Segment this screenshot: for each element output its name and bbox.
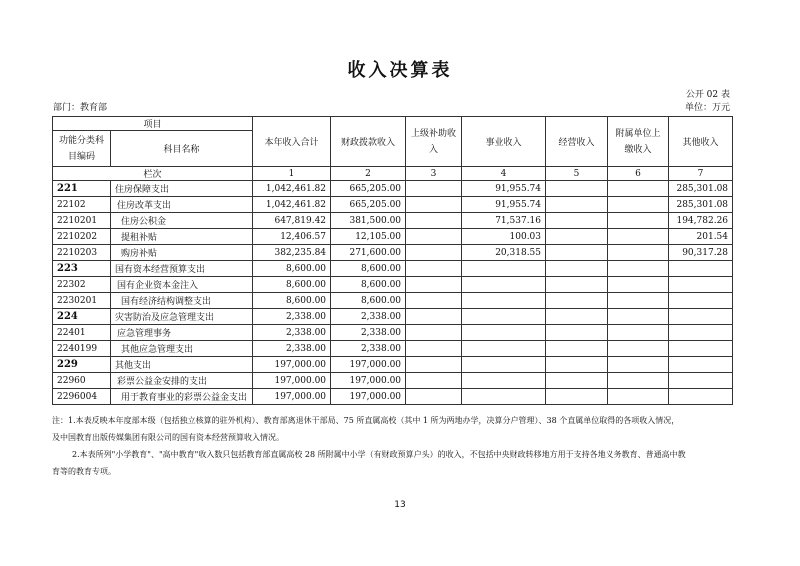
row-total: 2,338.00 [253, 309, 331, 325]
row-code: 221 [53, 181, 111, 197]
row-affiliated [608, 261, 669, 277]
column-number: 7 [669, 167, 733, 181]
row-other [669, 309, 733, 325]
row-name: 住房公积金 [111, 213, 253, 229]
table-row [53, 293, 733, 309]
row-affiliated [608, 229, 669, 245]
row-total: 197,000.00 [253, 357, 331, 373]
row-fiscal: 2,338.00 [331, 325, 406, 341]
column-number: 3 [406, 167, 462, 181]
row-code: 22102 [53, 197, 111, 213]
row-operating [546, 357, 608, 373]
row-affiliated [608, 373, 669, 389]
row-name: 住房保障支出 [111, 181, 253, 197]
row-subsidy [406, 181, 462, 197]
row-affiliated [608, 309, 669, 325]
row-name: 国有企业资本金注入 [111, 277, 253, 293]
row-subsidy [406, 325, 462, 341]
footnotes [52, 412, 742, 480]
header-code: 功能分类科目编码 [53, 131, 111, 167]
row-total: 12,406.57 [253, 229, 331, 245]
row-business [462, 261, 546, 277]
row-subsidy [406, 293, 462, 309]
row-operating [546, 181, 608, 197]
row-other: 90,317.28 [669, 245, 733, 261]
row-subsidy [406, 229, 462, 245]
row-business: 91,955.74 [462, 197, 546, 213]
header-col-5: 经营收入 [546, 117, 608, 167]
row-fiscal: 2,338.00 [331, 309, 406, 325]
row-fiscal: 665,205.00 [331, 181, 406, 197]
row-affiliated [608, 325, 669, 341]
row-subsidy [406, 261, 462, 277]
revenue-table [52, 116, 733, 405]
row-total: 382,235.84 [253, 245, 331, 261]
footnote-line: 注：1.本表反映本年度部本级（包括独立核算的驻外机构）、教育部离退休干部局、75 所直属高校（其中 1 所为两地办学，决算分户管理）、38 个直属单位取得的各项收入情况， [52, 416, 680, 425]
row-other [669, 261, 733, 277]
row-total: 1,042,461.82 [253, 181, 331, 197]
row-other: 194,782.26 [669, 213, 733, 229]
row-code: 22401 [53, 325, 111, 341]
table-row [53, 181, 733, 197]
table-row [53, 245, 733, 261]
row-subsidy [406, 389, 462, 405]
row-code: 22960 [53, 373, 111, 389]
row-code: 2210202 [53, 229, 111, 245]
row-business: 91,955.74 [462, 181, 546, 197]
row-subsidy [406, 357, 462, 373]
row-subsidy [406, 373, 462, 389]
row-affiliated [608, 341, 669, 357]
row-business [462, 293, 546, 309]
row-total: 2,338.00 [253, 341, 331, 357]
table-row [53, 357, 733, 373]
row-business [462, 309, 546, 325]
row-code: 2210203 [53, 245, 111, 261]
row-fiscal: 197,000.00 [331, 389, 406, 405]
row-affiliated [608, 293, 669, 309]
row-affiliated [608, 389, 669, 405]
row-operating [546, 277, 608, 293]
row-total: 1,042,461.82 [253, 197, 331, 213]
row-operating [546, 229, 608, 245]
header-col-2: 财政拨款收入 [331, 117, 406, 167]
row-name: 其他应急管理支出 [111, 341, 253, 357]
row-business: 100.03 [462, 229, 546, 245]
row-affiliated [608, 181, 669, 197]
row-code: 223 [53, 261, 111, 277]
row-affiliated [608, 245, 669, 261]
row-other [669, 389, 733, 405]
row-fiscal: 8,600.00 [331, 277, 406, 293]
table-row [53, 341, 733, 357]
row-business: 20,318.55 [462, 245, 546, 261]
row-name: 国有资本经营预算支出 [111, 261, 253, 277]
table-row [53, 325, 733, 341]
row-total: 2,338.00 [253, 325, 331, 341]
table-row [53, 309, 733, 325]
row-other [669, 277, 733, 293]
footnote-line: 育等的教育专项。 [52, 467, 116, 476]
row-fiscal: 665,205.00 [331, 197, 406, 213]
footnote-line: 2.本表所列"小学教育"、"高中教育"收入数只包括教育部直属高校 28 所附属中小学（有财政预算户头）的收入，不包括中央财政转移地方用于支持各地义务教育、普通高中教 [72, 450, 686, 459]
footnote-line: 及中国教育出版传媒集团有限公司的国有资本经营预算收入情况。 [52, 433, 284, 442]
row-name: 用于教育事业的彩票公益金支出 [111, 389, 253, 405]
row-fiscal: 271,600.00 [331, 245, 406, 261]
row-code: 22302 [53, 277, 111, 293]
row-operating [546, 197, 608, 213]
row-subsidy [406, 197, 462, 213]
row-fiscal: 12,105.00 [331, 229, 406, 245]
row-affiliated [608, 277, 669, 293]
header-col-6: 附属单位上缴收入 [608, 117, 669, 167]
page-number: 13 [394, 500, 406, 510]
row-affiliated [608, 197, 669, 213]
row-operating [546, 309, 608, 325]
table-row [53, 389, 733, 405]
table-row [53, 213, 733, 229]
row-subsidy [406, 245, 462, 261]
header-col-4: 事业收入 [462, 117, 546, 167]
row-subsidy [406, 309, 462, 325]
header-col-1: 本年收入合计 [253, 117, 331, 167]
column-number: 1 [253, 167, 331, 181]
unit-label: 单位：万元 [684, 103, 730, 113]
row-operating [546, 325, 608, 341]
row-name: 彩票公益金安排的支出 [111, 373, 253, 389]
row-code: 2210201 [53, 213, 111, 229]
row-fiscal: 2,338.00 [331, 341, 406, 357]
header-col-7: 其他收入 [669, 117, 733, 167]
row-operating [546, 245, 608, 261]
column-number: 2 [331, 167, 406, 181]
page-title: 收入决算表 [347, 60, 453, 81]
row-operating [546, 261, 608, 277]
row-other: 201.54 [669, 229, 733, 245]
row-code: 229 [53, 357, 111, 373]
row-name: 购房补贴 [111, 245, 253, 261]
row-affiliated [608, 357, 669, 373]
row-other [669, 325, 733, 341]
row-business [462, 341, 546, 357]
row-business [462, 373, 546, 389]
row-other [669, 357, 733, 373]
row-operating [546, 373, 608, 389]
row-fiscal: 197,000.00 [331, 357, 406, 373]
row-business [462, 277, 546, 293]
row-code: 2240199 [53, 341, 111, 357]
row-affiliated [608, 213, 669, 229]
row-name: 国有经济结构调整支出 [111, 293, 253, 309]
row-other [669, 373, 733, 389]
row-other [669, 341, 733, 357]
row-name: 灾害防治及应急管理支出 [111, 309, 253, 325]
row-subsidy [406, 277, 462, 293]
row-name: 应急管理事务 [111, 325, 253, 341]
header-row-label: 栏次 [53, 167, 253, 181]
department-label: 部门：教育部 [53, 103, 108, 113]
row-subsidy [406, 213, 462, 229]
row-business [462, 389, 546, 405]
row-other: 285,301.08 [669, 181, 733, 197]
table-row [53, 229, 733, 245]
row-subsidy [406, 341, 462, 357]
row-business [462, 357, 546, 373]
row-fiscal: 381,500.00 [331, 213, 406, 229]
row-code: 224 [53, 309, 111, 325]
column-number: 5 [546, 167, 608, 181]
header-name: 科目名称 [111, 131, 253, 167]
row-operating [546, 293, 608, 309]
row-total: 197,000.00 [253, 373, 331, 389]
row-total: 647,819.42 [253, 213, 331, 229]
row-total: 8,600.00 [253, 277, 331, 293]
row-other: 285,301.08 [669, 197, 733, 213]
row-operating [546, 389, 608, 405]
header-item: 项目 [53, 117, 253, 131]
header-col-3: 上级补助收入 [406, 117, 462, 167]
row-business [462, 325, 546, 341]
table-row [53, 277, 733, 293]
column-number: 4 [462, 167, 546, 181]
row-fiscal: 197,000.00 [331, 373, 406, 389]
row-name: 住房改革支出 [111, 197, 253, 213]
row-total: 197,000.00 [253, 389, 331, 405]
row-total: 8,600.00 [253, 293, 331, 309]
column-number: 6 [608, 167, 669, 181]
row-operating [546, 213, 608, 229]
row-operating [546, 341, 608, 357]
row-name: 提租补贴 [111, 229, 253, 245]
row-code: 2230201 [53, 293, 111, 309]
row-name: 其他支出 [111, 357, 253, 373]
table-row [53, 261, 733, 277]
form-number: 公开 02 表 [685, 90, 730, 100]
row-total: 8,600.00 [253, 261, 331, 277]
table-row [53, 197, 733, 213]
row-other [669, 293, 733, 309]
row-fiscal: 8,600.00 [331, 293, 406, 309]
row-business: 71,537.16 [462, 213, 546, 229]
row-fiscal: 8,600.00 [331, 261, 406, 277]
row-code: 2296004 [53, 389, 111, 405]
table-row [53, 373, 733, 389]
